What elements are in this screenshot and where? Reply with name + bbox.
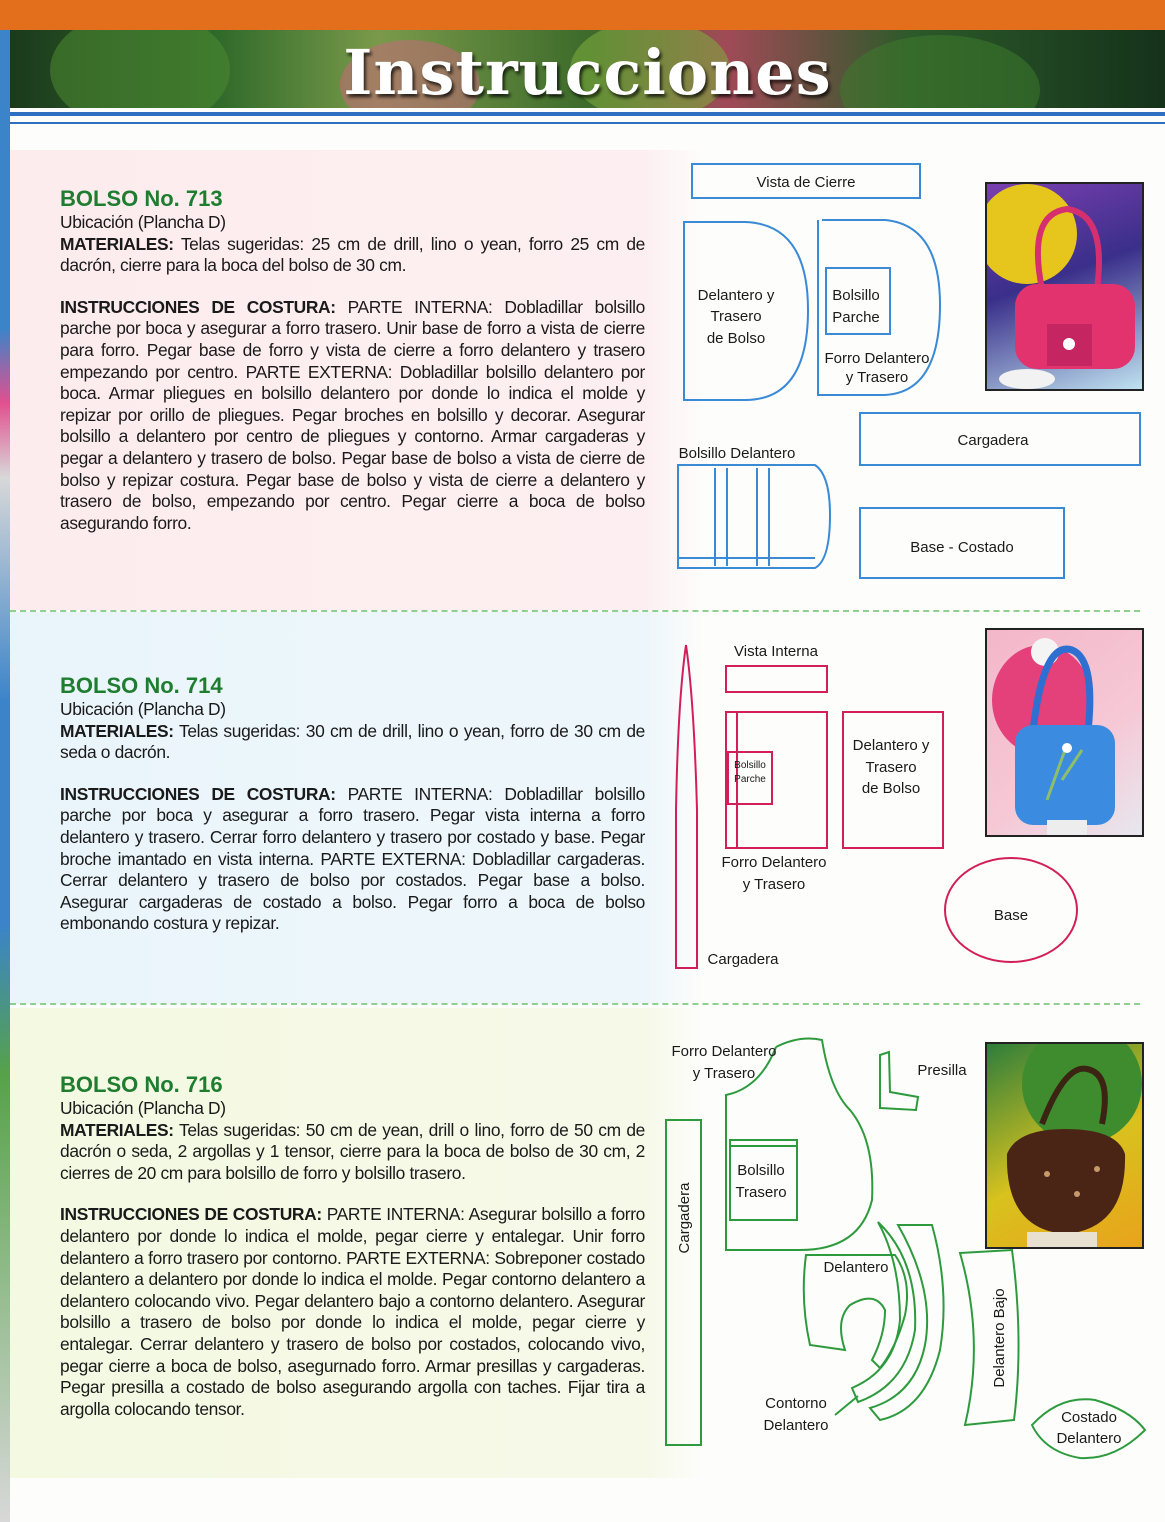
bag-illustration — [987, 630, 1142, 835]
bolso-title: BOLSO No. 713 — [60, 186, 223, 211]
instrucciones-label: INSTRUCCIONES DE COSTURA: — [60, 783, 336, 804]
pattern-bolsillo-delantero — [678, 465, 830, 568]
label-forro: y Trasero — [692, 1065, 756, 1082]
bolso-title: BOLSO No. 716 — [60, 1072, 223, 1097]
label-forro: Forro Delantero — [671, 1043, 777, 1060]
label-bolsillo-parche: Parche — [734, 774, 766, 785]
bag-photo-716 — [985, 1042, 1144, 1249]
instrucciones-text: PARTE INTERNA: Dobladillar bolsillo parche por boca y asegurar a forro trasero. Unir base de forro a vista de cierre para forro. Pegar base de forro y vista de cierre a forro delantero y trasero empezando por centro. PARTE EXTERNA: Dobladillar bolsillo delantero por boca. Armar pliegues en bolsillo delantero por donde lo indica el molde y repizar por orillo de pliegues. Pegar broches en bolsillo y decorar. Asegurar bolsillo a delantero por centro de pliegues y contorno. Armar cargaderas y pegar a delantero y trasero de bolso. Pegar base de bolso a vista de cierre de bolso y repizar costura. Pegar base de bolso y vista de cierre a delantero y trasero de bolso, empezando por centro. Pegar cierre a boca de bolso asegurando forro. — [60, 296, 645, 533]
label-bolsillo-delantero: Bolsillo Delantero — [678, 445, 796, 462]
label-vista-interna: Vista Interna — [734, 643, 818, 660]
instrucciones-text: PARTE INTERNA: Asegurar bolsillo a forro delantero por donde lo indica el molde, pegar cierre y entalegar. Unir forro delantero a forro trasero por contorno. PARTE EXTERNA: Sobreponer costado delantero a delantero por donde lo indica el molde. Pegar contorno delantero a delantero colocando vivo. Pegar delantero bajo a contorno delantero. Asegurar bolsillo a trasero de bolso por donde lo indica el molde, pegar cierre y entalegar. Cerrar delantero y trasero de bolso por costados, colocando vivo, pegar cierre a boca de bolso, asegurnado forro. Armar presillas y cargaderas. Pegar presilla a costado de bolso asegurando argolla con taches. Fijar tira a argolla colocando tensor. — [60, 1204, 645, 1419]
page-title: Instrucciones — [343, 36, 832, 108]
label-bolsillo-trasero: Bolsillo — [737, 1162, 785, 1179]
bag-photo-713 — [985, 182, 1144, 391]
label-delantero: Trasero — [710, 308, 762, 325]
label-contorno: Contorno — [765, 1395, 827, 1412]
pattern-cargadera — [666, 1120, 701, 1445]
bag-illustration — [987, 184, 1142, 389]
instrucciones-label: INSTRUCCIONES DE COSTURA: — [60, 296, 336, 317]
ubicacion: Ubicación (Plancha D) — [60, 212, 226, 232]
label-delantero: Delantero y — [697, 287, 775, 304]
ubicacion: Ubicación (Plancha D) — [60, 699, 226, 719]
label-costado: Delantero — [1056, 1430, 1122, 1447]
ubicacion: Ubicación (Plancha D) — [60, 1098, 226, 1118]
materiales-text: Telas sugeridas: 50 cm de yean, drill o lino, forro de 50 cm de dacrón o seda, 2 argollas y 1 tensor, cierre para la boca de bolso de 30 cm, 2 cierres de 20 cm para bolsillo de forro y bolsillo trasero. — [60, 1119, 645, 1183]
label-delantero: Delantero — [823, 1259, 889, 1276]
pattern-vista-interna — [726, 666, 827, 692]
instrucciones-text: PARTE INTERNA: Dobladillar bolsillo parche por boca y asegurar a forro trasero. Pegar vista interna a forro delantero y trasero. Cerrar forro delantero y trasero por costado y base. Pegar broche imantado en vista interna. PARTE EXTERNA: Dobladillar cargaderas. Cerrar delantero y trasero de bolso por costados. Pegar base a bolso. Asegurar cargaderas de costado a bolso. Pegar forro a boca de bolso embonando costura y repizar. — [60, 783, 645, 934]
label-costado: Costado — [1061, 1409, 1117, 1426]
label-delantero-bajo: Delantero Bajo — [991, 1288, 1008, 1388]
label-delantero: Trasero — [865, 759, 917, 776]
pattern-cargadera — [676, 645, 697, 968]
materiales-label: MATERIALES: — [60, 720, 174, 741]
label-forro: Forro Delantero — [824, 350, 930, 367]
label-cargadera: Cargadera — [957, 432, 1029, 449]
label-cargadera: Cargadera — [676, 1182, 693, 1254]
instrucciones-label: INSTRUCCIONES DE COSTURA: — [60, 1204, 322, 1225]
materiales-text: Telas sugeridas: 30 cm de drill, lino o yean, forro de 30 cm de seda o dacrón. — [60, 720, 645, 763]
pattern-presilla — [880, 1052, 918, 1110]
label-bolsillo-parche: Parche — [832, 309, 880, 326]
label-delantero: Delantero y — [852, 737, 930, 754]
label-presilla: Presilla — [917, 1062, 967, 1079]
label-forro: y Trasero — [845, 369, 909, 386]
label-contorno: Delantero — [763, 1417, 829, 1434]
label-cargadera: Cargadera — [707, 951, 779, 968]
materiales-label: MATERIALES: — [60, 1119, 174, 1140]
bag-photo-714 — [985, 628, 1144, 837]
label-vista-cierre: Vista de Cierre — [756, 174, 856, 191]
bag-illustration — [987, 1044, 1142, 1247]
label-forro: Forro Delantero — [721, 854, 827, 871]
label-bolsillo-trasero: Trasero — [735, 1184, 787, 1201]
label-forro: y Trasero — [742, 876, 806, 893]
pattern-delantero-bajo — [960, 1250, 1019, 1425]
label-delantero: de Bolso — [706, 330, 766, 347]
label-bolsillo-parche: Bolsillo — [734, 760, 766, 771]
label-bolsillo-parche: Bolsillo — [832, 287, 880, 304]
pattern-bolsillo-trasero — [730, 1140, 797, 1220]
labels-713 — [679, 174, 1029, 556]
label-base: Base — [993, 907, 1029, 924]
materiales-text: Telas sugeridas: 25 cm de drill, lino o yean, forro 25 cm de dacrón, cierre para la boca del bolso de 30 cm. — [60, 233, 645, 276]
bolso-title: BOLSO No. 714 — [60, 673, 223, 698]
label-base-costado: Base - Costado — [910, 539, 1014, 556]
label-delantero: de Bolso — [861, 780, 921, 797]
materiales-label: MATERIALES: — [60, 233, 174, 254]
